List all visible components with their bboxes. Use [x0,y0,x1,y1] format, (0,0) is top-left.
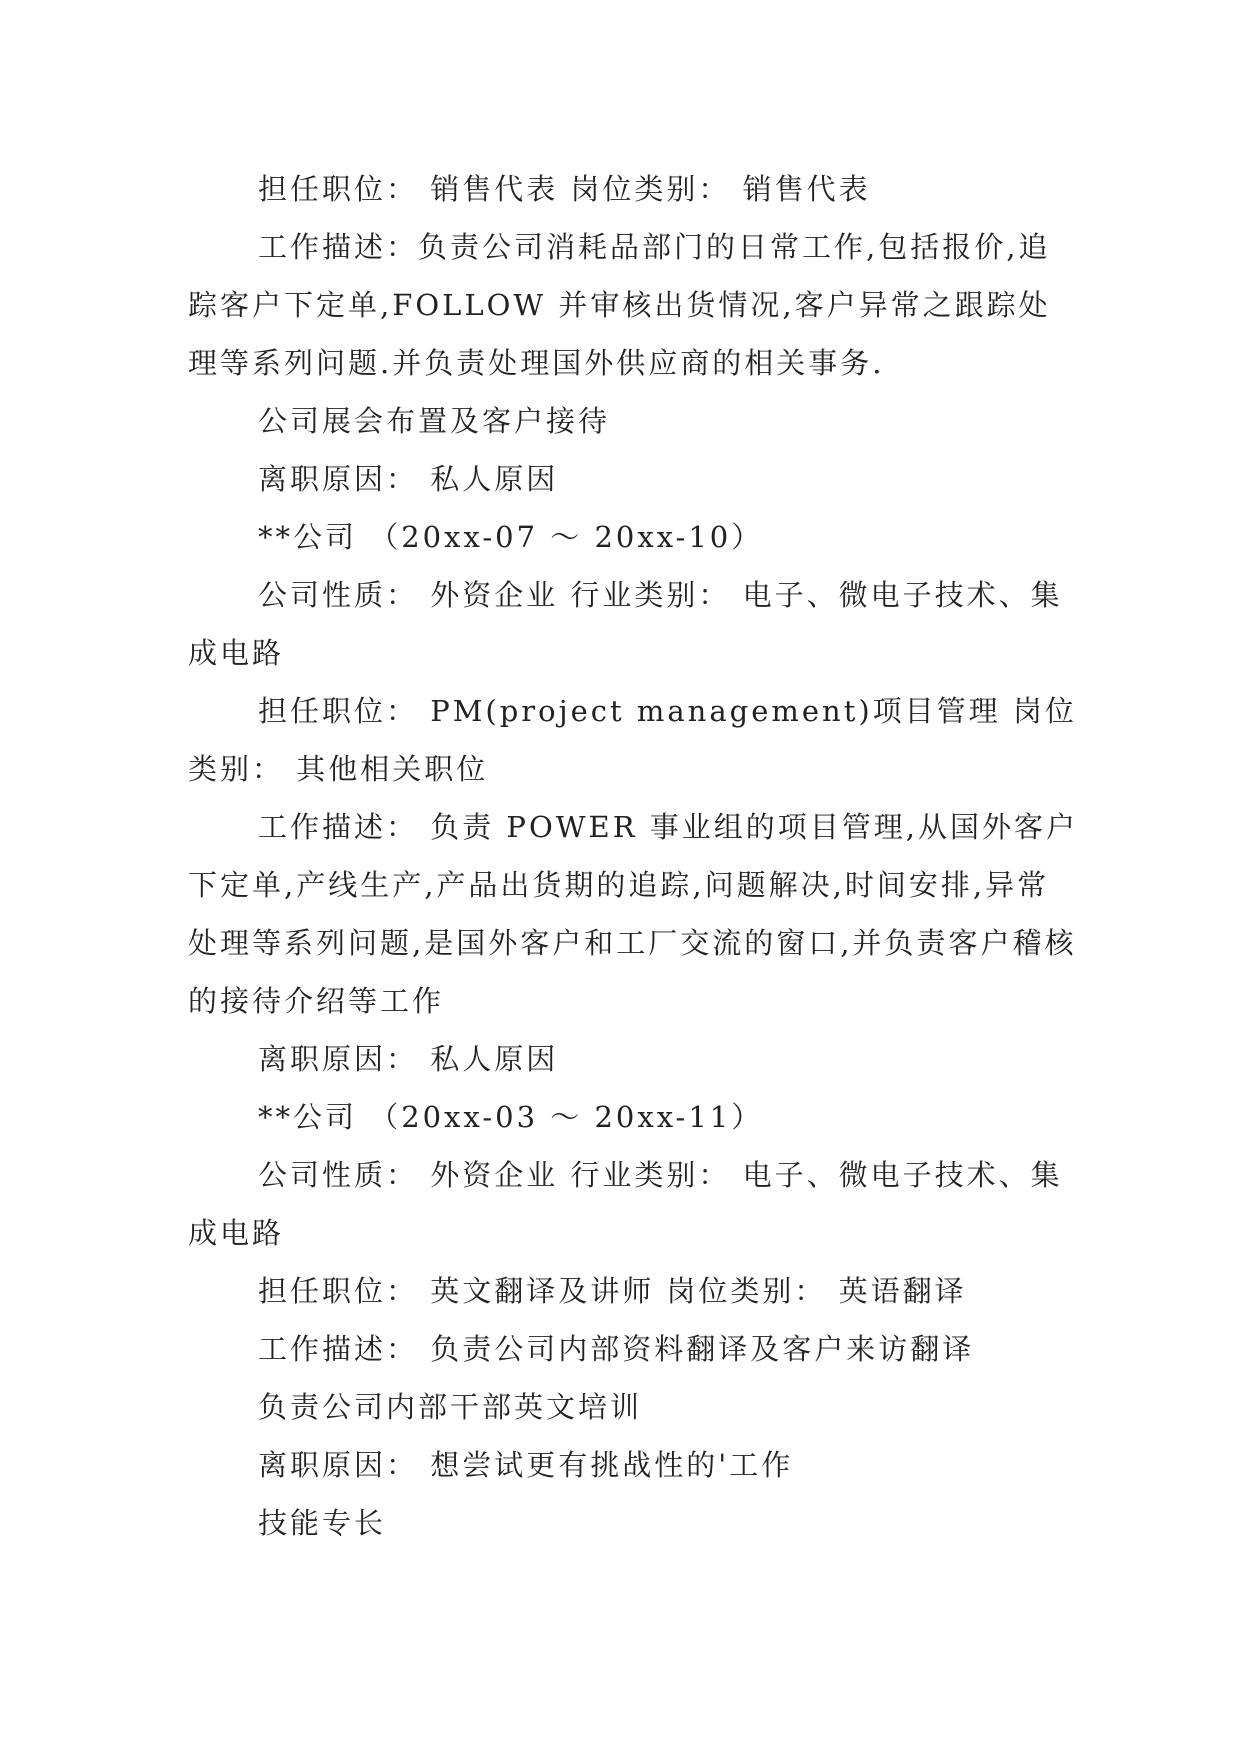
paragraph-job-description-consumables: 工作描述：负责公司消耗品部门的日常工作,包括报价,追踪客户下定单,FOLLOW 并审核出货情况,客户异常之跟踪处理等系列问题.并负责处理国外供应商的相关事务. [188,230,1051,380]
paragraph-company-period: **公司 （20xx-03 ～ 20xx-11） [258,1100,764,1134]
paragraph-leave-reason: 离职原因： 想尝试更有挑战性的'工作 [258,1448,794,1482]
paragraph-company-period: **公司 （20xx-07 ～ 20xx-10） [258,520,764,554]
paragraph-job-description-pm: 工作描述： 负责 POWER 事业组的项目管理,从国外客户下定单,产线生产,产品出货期的追踪,问题解决,时间安排,异常处理等系列问题,是国外客户和工厂交流的窗口,并负责客户稽核的接待介绍等工作 [188,810,1078,1018]
paragraph-job-description-translation: 工作描述： 负责公司内部资料翻译及客户来访翻译 [258,1332,975,1366]
paragraph-position-translator: 担任职位： 英文翻译及讲师 岗位类别： 英语翻译 [258,1274,967,1308]
paragraph-training: 负责公司内部干部英文培训 [258,1390,643,1424]
paragraph-company-nature: 公司性质： 外资企业 行业类别： 电子、微电子技术、集成电路 [188,1158,1063,1250]
paragraph-skills-heading: 技能专长 [258,1506,387,1540]
paragraph-position-sales: 担任职位： 销售代表 岗位类别： 销售代表 [258,172,871,206]
paragraph-exhibition: 公司展会布置及客户接待 [258,404,611,438]
paragraph-company-nature: 公司性质： 外资企业 行业类别： 电子、微电子技术、集成电路 [188,578,1063,670]
document-body [188,160,1078,1552]
paragraph-position-pm: 担任职位： PM(project management)项目管理 岗位类别： 其他相关职位 [188,694,1077,786]
paragraph-leave-reason: 离职原因： 私人原因 [258,1042,559,1076]
paragraph-leave-reason: 离职原因： 私人原因 [258,462,559,496]
